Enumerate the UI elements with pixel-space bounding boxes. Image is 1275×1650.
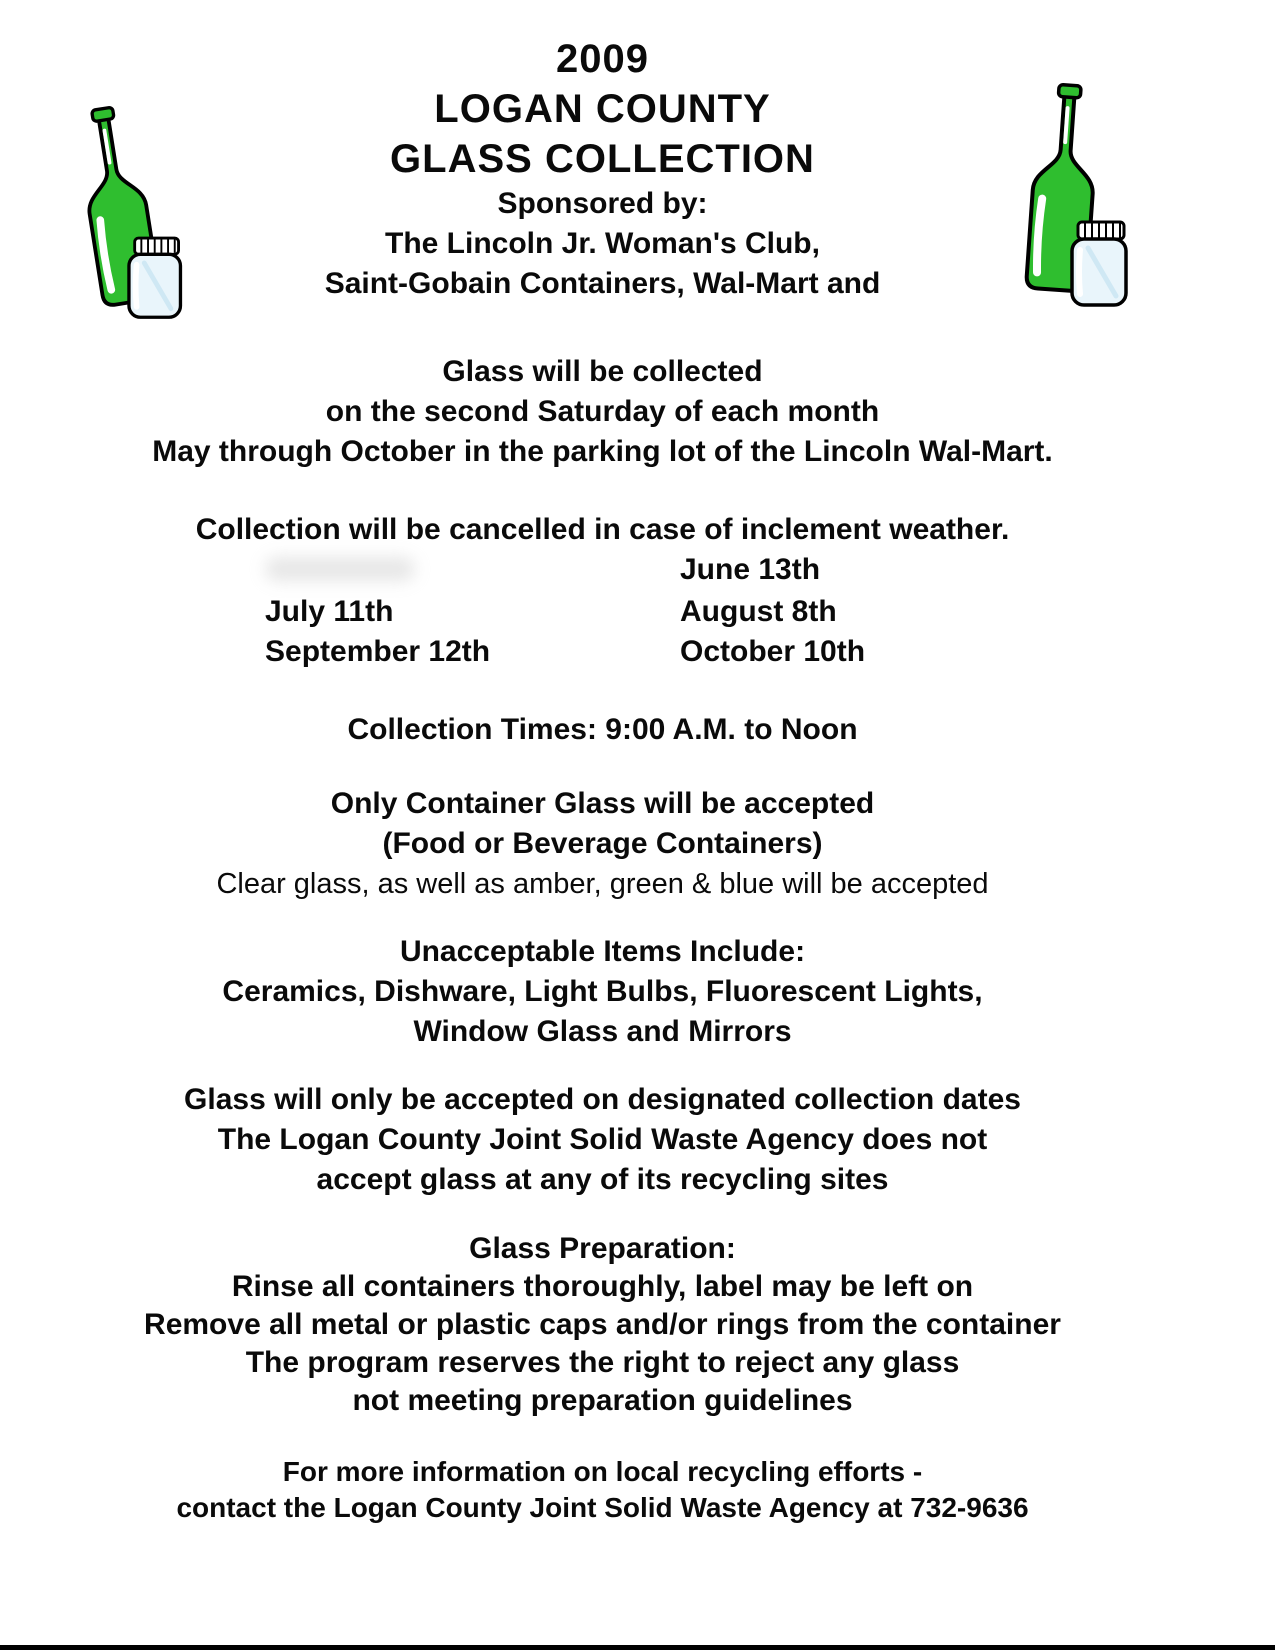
redacted-date-smudge	[265, 557, 415, 581]
unacceptable-line2: Window Glass and Mirrors	[413, 1015, 792, 1048]
collection-times: Collection Times: 9:00 A.M. to Noon	[347, 713, 858, 746]
preparation-line3: The program reserves the right to reject any glass	[245, 1346, 960, 1379]
designated-dates-section	[0, 1080, 1205, 1200]
footer-contact-section	[0, 1454, 1205, 1526]
date-cell-july: July 11th	[265, 595, 394, 628]
designated-line3: accept glass at any of its recycling sites	[316, 1163, 889, 1196]
glass-preparation-section	[0, 1230, 1205, 1420]
page-bottom-edge	[0, 1645, 1275, 1650]
date-cell-may-redacted	[265, 550, 680, 592]
title-line2: GLASS COLLECTION	[390, 137, 815, 181]
preparation-line1: Rinse all containers thoroughly, label may be left on	[231, 1270, 974, 1303]
title-line1: LOGAN COUNTY	[434, 87, 771, 131]
designated-line1: Glass will only be accepted on designated collection dates	[184, 1083, 1021, 1116]
sponsored-by-label: Sponsored by:	[497, 187, 708, 220]
preparation-heading: Glass Preparation:	[469, 1232, 736, 1265]
sponsor-line2: Saint-Gobain Containers, Wal-Mart and	[324, 267, 881, 300]
unacceptable-line1: Ceramics, Dishware, Light Bulbs, Fluorescent Lights,	[222, 975, 983, 1008]
accepted-glass-section	[0, 784, 1205, 904]
footer-line1: For more information on local recycling efforts -	[282, 1456, 923, 1487]
accepted-line2: (Food or Beverage Containers)	[382, 827, 823, 860]
collection-info-line2: on the second Saturday of each month	[325, 395, 880, 428]
designated-line2: The Logan County Joint Solid Waste Agency does not	[217, 1123, 988, 1156]
date-cell-october: October 10th	[680, 635, 866, 668]
date-cell-june: June 13th	[680, 553, 821, 586]
unacceptable-items-section	[0, 932, 1205, 1052]
accepted-line1: Only Container Glass will be accepted	[330, 787, 875, 820]
collection-dates-table	[265, 550, 1205, 672]
unacceptable-heading: Unacceptable Items Include:	[399, 935, 806, 968]
preparation-line2: Remove all metal or plastic caps and/or rings from the container	[144, 1308, 1061, 1341]
collection-info-line3: May through October in the parking lot of the Lincoln Wal-Mart.	[152, 435, 1053, 468]
collection-info-section	[0, 352, 1205, 472]
accepted-colors-note: Clear glass, as well as amber, green & blue will be accepted	[216, 868, 989, 900]
cancellation-notice: Collection will be cancelled in case of inclement weather.	[195, 513, 1010, 546]
collection-info-line1: Glass will be collected	[442, 355, 763, 388]
sponsor-line1: The Lincoln Jr. Woman's Club,	[385, 227, 820, 260]
date-cell-august: August 8th	[680, 595, 837, 628]
cancellation-notice-section	[0, 510, 1205, 550]
title-year: 2009	[556, 37, 649, 81]
date-cell-september: September 12th	[265, 635, 491, 668]
preparation-line4: not meeting preparation guidelines	[352, 1384, 853, 1417]
footer-line2: contact the Logan County Joint Solid Waste Agency at 732-9636	[176, 1492, 1029, 1523]
collection-times-section	[0, 710, 1205, 750]
